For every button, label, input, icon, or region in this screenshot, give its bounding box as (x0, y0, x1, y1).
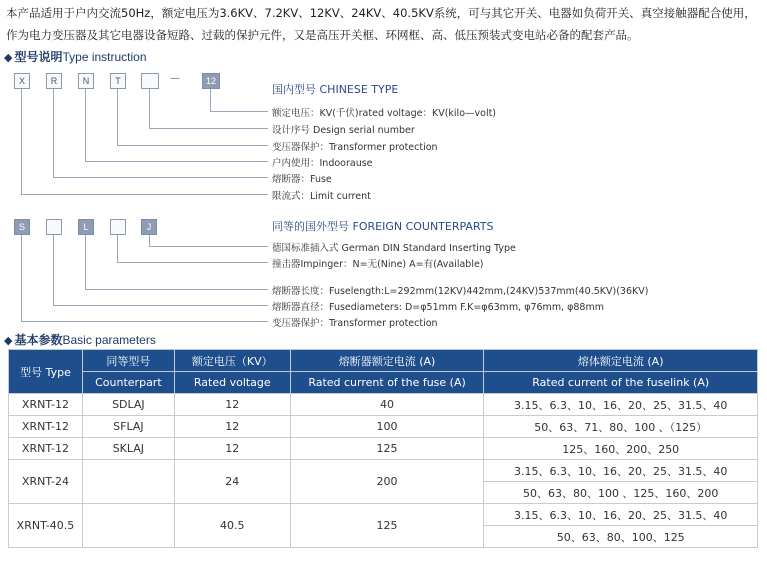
header-counterpart-en: Counterpart (82, 372, 174, 394)
fr-line-3: 熔断器长度：Fuselength:L=292mm(12KV)442mm,(24KV)537mm(40.5KV)(36KV) (272, 286, 649, 297)
fr-box-3: L (78, 219, 94, 235)
cell-fuselink-current: 3.15、6.3、10、16、20、25、31.5、40 (484, 504, 758, 526)
table-row (9, 438, 758, 460)
fr-box-5: J (141, 219, 157, 235)
cn-box-5 (141, 73, 159, 89)
cell-counterpart: SDLAJ (82, 394, 174, 416)
cn-box-2: R (46, 73, 62, 89)
cell-counterpart (82, 460, 174, 504)
cell-fuse-current: 40 (290, 394, 484, 416)
header-fuse-current-en: Rated current of the fuse (A) (290, 372, 484, 394)
fr-box-2 (46, 219, 62, 235)
cell-voltage: 12 (174, 394, 290, 416)
cell-voltage: 12 (174, 416, 290, 438)
cell-type: XRNT-40.5 (9, 504, 83, 548)
cell-fuselink-current: 50、63、71、80、100 、（125） (484, 416, 758, 438)
params-section-en: Basic parameters (62, 333, 156, 347)
fr-line-1: 德国标准插入式 German DIN Standard Inserting Type (272, 243, 516, 254)
parameters-table (8, 349, 758, 548)
cn-line-4: 户内使用：Indoorause (272, 158, 373, 169)
header-fuselink-current-cn: 熔体额定电流 (A) (484, 350, 758, 372)
header-type: 型号 Type (9, 350, 83, 394)
table-row (9, 416, 758, 438)
params-section-title (4, 331, 156, 348)
model-section-title (4, 48, 147, 65)
table-row (9, 394, 758, 416)
cn-line-6: 限流式：Limit current (272, 191, 371, 202)
header-voltage-cn: 额定电压（KV） (174, 350, 290, 372)
fr-line-5: 变压器保护：Transformer protection (272, 318, 438, 329)
cn-box-3: N (78, 73, 94, 89)
cell-fuse-current: 125 (290, 504, 484, 548)
cell-fuse-current: 125 (290, 438, 484, 460)
cell-voltage: 24 (174, 460, 290, 504)
cell-counterpart: SKLAJ (82, 438, 174, 460)
cell-fuselink-current: 125、160、200、250 (484, 438, 758, 460)
cell-counterpart: SFLAJ (82, 416, 174, 438)
cn-box-6: 12 (202, 73, 220, 89)
cell-fuse-current: 100 (290, 416, 484, 438)
cell-fuselink-current: 3.15、6.3、10、16、20、25、31.5、40 (484, 394, 758, 416)
chinese-type-header: 国内型号 CHINESE TYPE (272, 83, 399, 96)
model-section-cn: 型号说明 (14, 50, 63, 64)
header-counterpart-cn: 同等型号 (82, 350, 174, 372)
foreign-type-header: 同等的国外型号 FOREIGN COUNTERPARTS (272, 220, 494, 233)
model-section-en: Type instruction (62, 50, 147, 64)
cell-fuselink-current: 50、63、80、100 、125、160、200 (484, 482, 758, 504)
intro-paragraph: 本产品适用于户内交流50Hz，额定电压为3.6KV、7.2KV、12KV、24KV、40.5KV系统，可与其它开关、电器如负荷开关、真空接触器配合使用，作为电力变压器及其它电器设备短路、过载的保护元件，又是高压开关框、环网框、高、低压预装式变电站必备的配套产品。 (6, 6, 756, 42)
cn-line-5: 熔断器：Fuse (272, 174, 332, 185)
cell-type: XRNT-12 (9, 416, 83, 438)
table-row (9, 504, 758, 526)
cn-line-1: 额定电压：KV(千伏)rated voltage：KV(kilo—volt) (272, 108, 497, 119)
header-voltage-en: Rated voltage (174, 372, 290, 394)
cn-line-3: 变压器保护：Transformer protection (272, 142, 438, 153)
cn-line-2: 设计序号 Design serial number (272, 125, 415, 136)
header-fuselink-current-en: Rated current of the fuselink (A) (484, 372, 758, 394)
cell-fuselink-current: 50、63、80、100、125 (484, 526, 758, 548)
cell-voltage: 40.5 (174, 504, 290, 548)
cn-box-1: X (14, 73, 30, 89)
diamond-icon: ◆ (4, 51, 13, 64)
cell-fuse-current: 200 (290, 460, 484, 504)
fr-line-4: 熔断器直径：Fusediameters: D=φ51mm F.K=φ63mm, φ76mm, φ88mm (272, 302, 604, 313)
cell-type: XRNT-12 (9, 394, 83, 416)
header-fuse-current-cn: 熔断器额定电流 (A) (290, 350, 484, 372)
cn-box-4: T (110, 73, 126, 89)
params-section-cn: 基本参数 (14, 333, 63, 347)
fr-line-2: 撞击器Impinger：N=无(Nine) A=有(Available) (272, 259, 484, 270)
cell-counterpart (82, 504, 174, 548)
diamond-icon: ◆ (4, 334, 13, 347)
cell-voltage: 12 (174, 438, 290, 460)
cn-dash: — (170, 73, 180, 84)
cell-type: XRNT-12 (9, 438, 83, 460)
table-row (9, 460, 758, 482)
fr-box-4 (110, 219, 126, 235)
cell-fuselink-current: 3.15、6.3、10、16、20、25、31.5、40 (484, 460, 758, 482)
cell-type: XRNT-24 (9, 460, 83, 504)
fr-box-1: S (14, 219, 30, 235)
